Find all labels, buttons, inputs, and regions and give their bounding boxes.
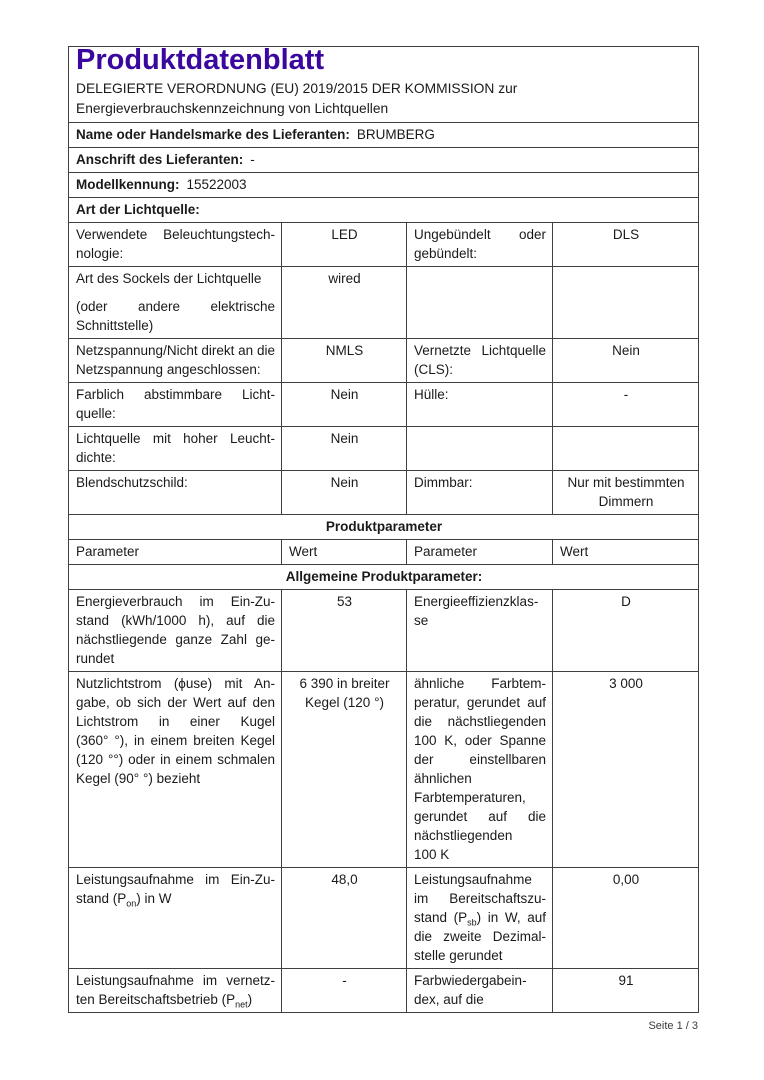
info-label: Name oder Handelsmarke des Lieferanten: xyxy=(76,127,350,142)
param-value-cell xyxy=(553,267,699,339)
info-row-supplier-name xyxy=(69,123,699,148)
param-label-cell: Blendschutzschild: xyxy=(69,471,282,515)
regulation-subtitle-line1: DELEGIERTE VERORDNUNG (EU) 2019/2015 DER KOMMISSION zur xyxy=(76,81,518,96)
page-number: Seite 1 / 3 xyxy=(648,1020,698,1032)
param-value-cell: 91 xyxy=(553,969,699,1013)
param-value-cell: Nein xyxy=(282,383,407,427)
table-row xyxy=(69,223,699,267)
column-header-wert-2: Wert xyxy=(553,540,699,565)
param-label-cell: Farblich abstimmbare Lichtquelle: xyxy=(69,383,282,427)
info-value: - xyxy=(250,152,255,167)
table-row xyxy=(69,868,699,969)
label-paragraph: Art des Sockels der Lichtquelle xyxy=(76,271,262,286)
info-row-light-source-type xyxy=(69,198,699,223)
column-header-wert-1: Wert xyxy=(282,540,407,565)
header-row xyxy=(69,47,699,123)
param-label-cell: Leistungsaufnahme im Ein-Zustand $(P_{on})$ in W xyxy=(69,868,282,969)
info-cell xyxy=(69,123,699,148)
table-row xyxy=(69,471,699,515)
table-row xyxy=(69,427,699,471)
header-cell xyxy=(69,44,699,123)
param-label-cell: Leistungsaufnahme im Bereitschaftszustand $(P_{sb})$ in W, auf die zweite Dezimalstelle gerundet xyxy=(407,868,553,969)
param-label-cell: Leistungsaufnahme im vernetzten Bereitschaftsbetrieb $(P_{net})$ xyxy=(69,969,282,1013)
param-label-cell: Vernetzte Lichtquelle (CLS): xyxy=(407,339,553,383)
param-value-cell: D xyxy=(553,590,699,672)
section-header-row xyxy=(69,565,699,590)
column-header-parameter-2: Parameter xyxy=(407,540,553,565)
table-row xyxy=(69,672,699,868)
param-label-cell: Energieverbrauch im Ein-Zustand (kWh/1000 h), auf die nächstliegende ganze Zahl gerundet xyxy=(69,590,282,672)
param-value-cell: Nein xyxy=(282,427,407,471)
info-label: Anschrift des Lieferanten: xyxy=(76,152,244,167)
table-row-truncated xyxy=(69,969,699,1013)
param-label-cell xyxy=(69,267,282,339)
param-value-cell: LED xyxy=(282,223,407,267)
table-row xyxy=(69,267,699,339)
info-value: 15522003 xyxy=(186,177,247,192)
param-value-cell: - xyxy=(553,383,699,427)
info-row-model-id xyxy=(69,173,699,198)
param-value-cell: 53 xyxy=(282,590,407,672)
section-header-row xyxy=(69,515,699,540)
param-label-cell: Farbwiedergabeindex, auf die xyxy=(407,969,553,1013)
param-label-cell: Dimmbar: xyxy=(407,471,553,515)
table-row xyxy=(69,590,699,672)
param-value-cell: 6 390 in breiter Kegel (120 °) xyxy=(282,672,407,868)
param-label-cell: Hülle: xyxy=(407,383,553,427)
page-title: Produktdatenblatt xyxy=(76,44,325,76)
param-value-cell: Nur mit bestimmten Dimmern xyxy=(553,471,699,515)
param-label-cell: Energieeffizienzklasse xyxy=(407,590,553,672)
column-header-parameter-1: Parameter xyxy=(69,540,282,565)
param-label-cell: Verwendete Beleuchtungstechnologie: xyxy=(69,223,282,267)
label-paragraph: (oder andere elektrische Schnittstelle) xyxy=(76,299,275,333)
regulation-subtitle-line2: Energieverbrauchskennzeichnung von Lichtquellen xyxy=(76,101,389,116)
param-value-cell: - xyxy=(282,969,407,1013)
param-value-cell: 0,00 xyxy=(553,868,699,969)
info-cell xyxy=(69,173,699,198)
product-datasheet-table xyxy=(68,46,699,1013)
param-label-cell: Nutzlichtstrom (ϕuse) mit Angabe, ob sich der Wert auf den Lichtstrom in einer Kugel (360° °), in einem breiten Kegel (120 °°) oder in einem schmalen Kegel (90° °) bezieht xyxy=(69,672,282,868)
param-value-cell: DLS xyxy=(553,223,699,267)
info-label: Art der Lichtquelle: xyxy=(76,202,200,217)
info-label: Modellkennung: xyxy=(76,177,180,192)
param-value-cell: 3 000 xyxy=(553,672,699,868)
info-cell xyxy=(69,198,699,223)
param-label-cell: ähnliche Farbtemperatur, gerundet auf die nächstliegenden 100 K, oder Spanne der einstellbaren ähnlichen Farbtemperaturen, gerundet auf die nächstliegenden 100 K xyxy=(407,672,553,868)
param-value-cell: wired xyxy=(282,267,407,339)
param-value-cell: NMLS xyxy=(282,339,407,383)
column-header-row xyxy=(69,540,699,565)
param-label-cell: Netzspannung/Nicht direkt an die Netzspannung angeschlossen: xyxy=(69,339,282,383)
info-value: BRUMBERG xyxy=(356,127,435,142)
param-value-cell xyxy=(553,427,699,471)
param-value-cell: Nein xyxy=(282,471,407,515)
info-row-supplier-address xyxy=(69,148,699,173)
param-label-cell xyxy=(407,267,553,339)
param-label-cell xyxy=(407,427,553,471)
datasheet-page xyxy=(68,46,698,1032)
table-row xyxy=(69,339,699,383)
section-header-allgemeine-produktparameter: Allgemeine Produktparameter: xyxy=(69,565,699,590)
section-header-produktparameter: Produktparameter xyxy=(69,515,699,540)
table-row xyxy=(69,383,699,427)
info-cell xyxy=(69,148,699,173)
param-value-cell: 48,0 xyxy=(282,868,407,969)
param-label-cell: Lichtquelle mit hoher Leuchtdichte: xyxy=(69,427,282,471)
param-label-cell: Ungebündelt oder gebündelt: xyxy=(407,223,553,267)
param-value-cell: Nein xyxy=(553,339,699,383)
